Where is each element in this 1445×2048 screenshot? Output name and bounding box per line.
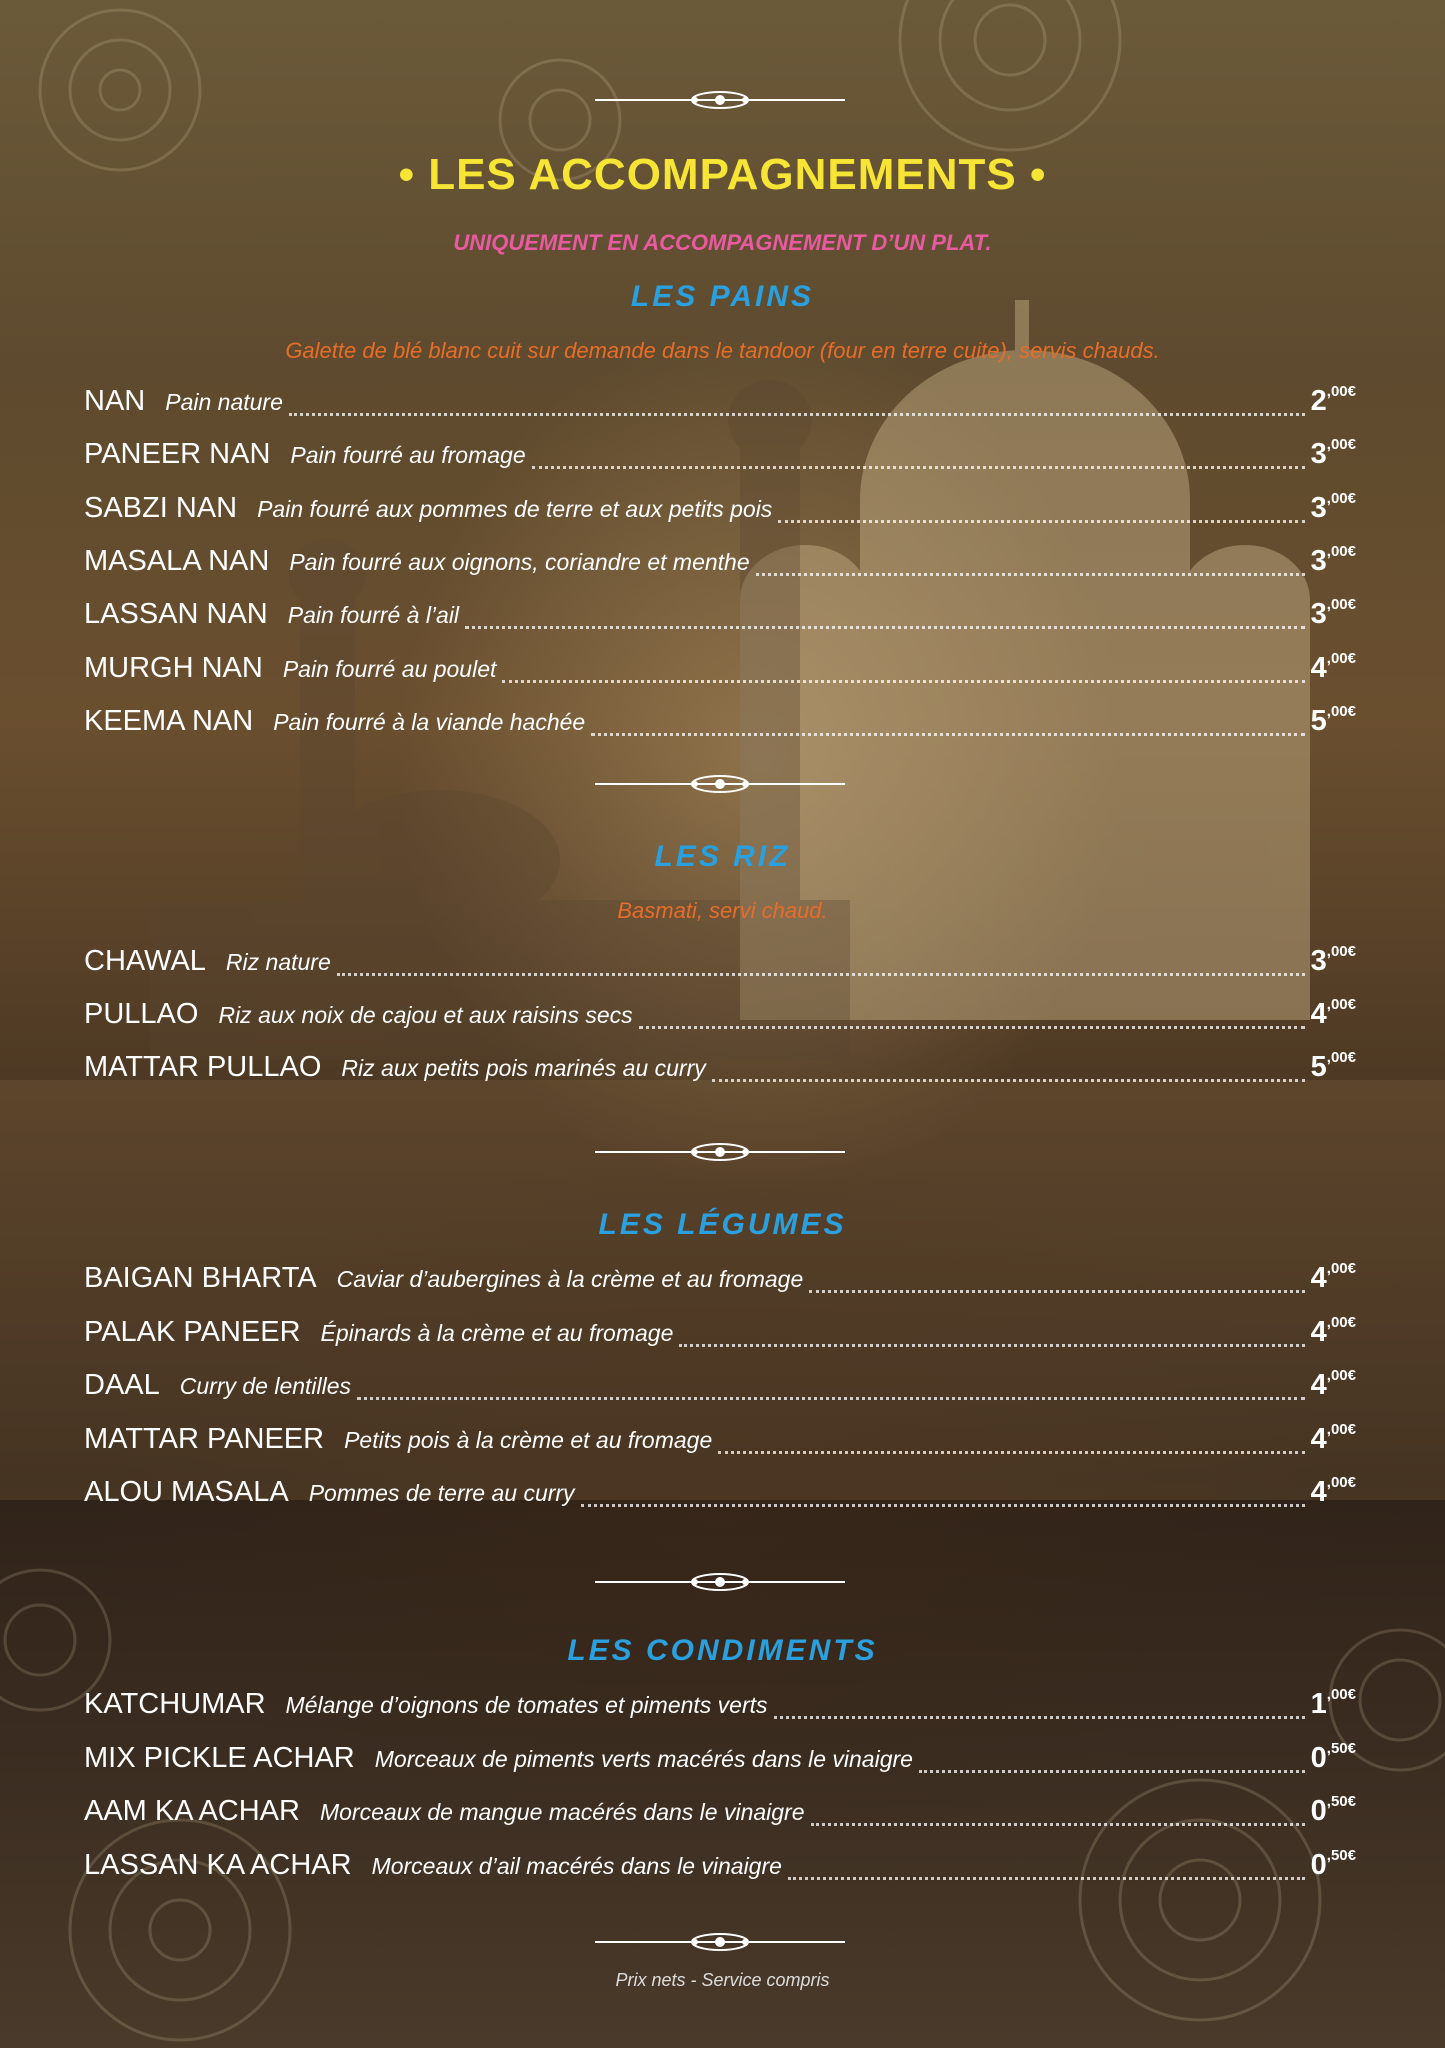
item-desc: Mélange d’oignons de tomates et piments verts [285,1692,768,1718]
dot-leader [679,1344,1304,1347]
menu-item [84,1795,1356,1835]
ornament-divider [595,1570,845,1594]
page-title: • LES ACCOMPAGNEMENTS • [398,150,1047,199]
item-desc: Morceaux d’ail macérés dans le vinaigre [371,1853,782,1879]
item-name: MATTAR PULLAO [84,1051,322,1083]
item-price: $3^{,00€}$ [1310,596,1356,630]
item-name: MURGH NAN [84,652,263,684]
item-name: SABZI NAN [84,492,238,524]
dot-leader [357,1397,1305,1400]
item-price: $0^{,50€}$ [1310,1740,1356,1774]
item-desc: Morceaux de piments verts macérés dans le vinaigre [374,1746,913,1772]
ornament-divider [595,88,845,112]
item-desc: Pain fourré aux pommes de terre et aux petits pois [257,496,773,522]
item-price: $4^{,00€}$ [1310,1421,1356,1455]
item-price: $0^{,50€}$ [1310,1793,1356,1827]
item-name: CHAWAL [84,945,206,977]
item-desc: Pain fourré à la viande hachée [273,709,586,735]
item-desc: Pommes de terre au curry [308,1480,575,1506]
item-name: PULLAO [84,998,199,1030]
section-title-legumes: LES LÉGUMES [598,1208,847,1241]
dot-leader [811,1823,1305,1826]
dot-leader [756,573,1305,576]
item-desc: Pain fourré à l’ail [287,602,460,628]
menu-item [84,1423,1356,1463]
menu-item [84,598,1356,638]
section-title-condiments: LES CONDIMENTS [567,1634,878,1667]
menu-item [84,1849,1356,1889]
dot-leader [778,520,1304,523]
item-price: $5^{,00€}$ [1310,1049,1356,1083]
item-desc: Riz aux petits pois marinés au curry [341,1055,706,1081]
item-price: $0^{,50€}$ [1310,1847,1356,1881]
item-name: BAIGAN BHARTA [84,1262,317,1294]
dot-leader [718,1451,1304,1454]
menu-item [84,1688,1356,1728]
item-name: MIX PICKLE ACHAR [84,1742,355,1774]
item-price: $3^{,00€}$ [1310,490,1356,524]
item-desc: Riz aux noix de cajou et aux raisins secs [218,1002,633,1028]
dot-leader [788,1877,1305,1880]
menu-item [84,438,1356,478]
item-price: $3^{,00€}$ [1310,543,1356,577]
item-desc: Caviar d’aubergines à la crème et au fromage [336,1266,804,1292]
dot-leader [639,1026,1305,1029]
item-name: AAM KA ACHAR [84,1795,300,1827]
item-desc: Pain nature [165,389,283,415]
item-desc: Pain fourré au fromage [290,442,526,468]
menu-item [84,1262,1356,1302]
item-price: $4^{,00€}$ [1310,1260,1356,1294]
menu-item [84,652,1356,692]
menu-item [84,998,1356,1038]
dot-leader [581,1504,1305,1507]
item-name: NAN [84,385,146,417]
item-price: $4^{,00€}$ [1310,996,1356,1030]
menu-item [84,1051,1356,1091]
dot-leader [337,973,1305,976]
dot-leader [532,466,1305,469]
item-price: $3^{,00€}$ [1310,943,1356,977]
item-price: $5^{,00€}$ [1310,703,1356,737]
item-desc: Pain fourré aux oignons, coriandre et menthe [289,549,750,575]
item-desc: Riz nature [225,949,331,975]
footer-note: Prix nets - Service compris [615,1970,830,1990]
item-desc: Pain fourré au poulet [282,656,497,682]
item-price: $1^{,00€}$ [1310,1686,1356,1720]
dot-leader [591,733,1304,736]
item-price: $4^{,00€}$ [1310,1367,1356,1401]
item-price: $4^{,00€}$ [1310,1474,1356,1508]
dot-leader [289,413,1305,416]
menu-item [84,705,1356,745]
item-name: KATCHUMAR [84,1688,266,1720]
dot-leader [502,680,1304,683]
section-title-pains: LES PAINS [630,280,815,313]
menu-item [84,1316,1356,1356]
item-name: DAAL [84,1369,160,1401]
dot-leader [712,1079,1305,1082]
section-desc-riz: Basmati, servi chaud. [617,898,828,923]
item-desc: Morceaux de mangue macérés dans le vinaigre [319,1799,805,1825]
dot-leader [465,626,1305,629]
item-name: PALAK PANEER [84,1316,301,1348]
menu-item [84,545,1356,585]
ornament-divider [595,772,845,796]
section-desc-pains: Galette de blé blanc cuit sur demande dans le tandoor (four en terre cuite), servis chauds. [285,338,1160,363]
item-price: $4^{,00€}$ [1310,650,1356,684]
item-name: ALOU MASALA [84,1476,289,1508]
item-desc: Épinards à la crème et au fromage [320,1320,674,1346]
section-title-riz: LES RIZ [654,840,791,873]
item-name: MATTAR PANEER [84,1423,325,1455]
menu-item [84,492,1356,532]
dot-leader [774,1716,1305,1719]
item-name: KEEMA NAN [84,705,254,737]
ornament-divider [595,1930,845,1954]
ornament-divider [595,1140,845,1164]
menu-item [84,1476,1356,1516]
menu-item [84,1742,1356,1782]
item-price: $2^{,00€}$ [1310,383,1356,417]
item-name: LASSAN KA ACHAR [84,1849,352,1881]
item-name: MASALA NAN [84,545,270,577]
item-name: LASSAN NAN [84,598,268,630]
dot-leader [919,1770,1305,1773]
item-price: $4^{,00€}$ [1310,1314,1356,1348]
menu-item [84,1369,1356,1409]
menu-item [84,385,1356,425]
dot-leader [809,1290,1304,1293]
item-name: PANEER NAN [84,438,271,470]
item-price: $3^{,00€}$ [1310,436,1356,470]
page-subtitle: UNIQUEMENT EN ACCOMPAGNEMENT D’UN PLAT. [453,230,992,255]
item-desc: Curry de lentilles [179,1373,352,1399]
menu-item [84,945,1356,985]
item-desc: Petits pois à la crème et au fromage [344,1427,713,1453]
